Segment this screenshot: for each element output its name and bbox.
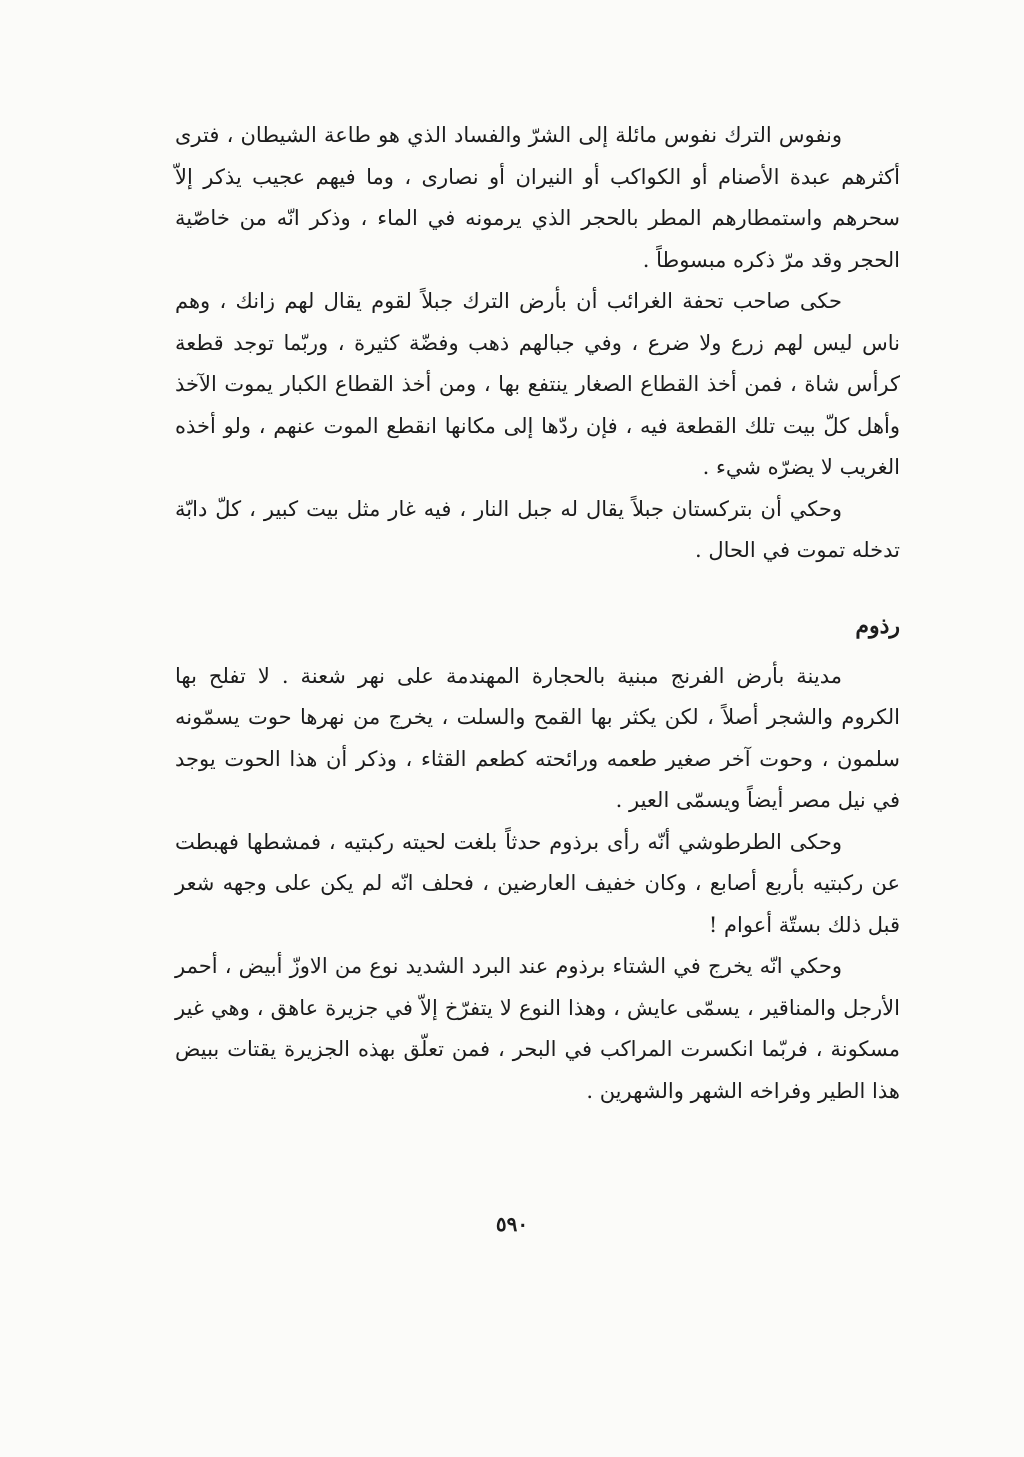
paragraph-zanak-mountain: حكى صاحب تحفة الغرائب أن بأرض الترك جبلاً لقوم يقال لهم زانك ، وهم ناس ليس لهم زرع ولا ضرع ، وفي جبالهم ذهب وفضّة كثيرة ، وربّما توجد قطعة كرأس شاة ، فمن أخذ القطاع الصغار ينتفع بها ، ومن أخذ القطاع الكبار يموت الآخذ وأهل كلّ بيت تلك القطعة فيه ، فإن ردّها إلى مكانها انقطع الموت عنهم ، ولو أخذه الغريب لا يضرّه شيء .: [175, 289, 900, 479]
paragraph-radhum-city: مدينة بأرض الفرنج مبنية بالحجارة المهندمة على نهر شعنة . لا تفلح بها الكروم والشجر أصلاً ، لكن يكثر بها القمح والسلت ، يخرج من نهرها حوت يسمّونه سلمون ، وحوت آخر صغير طعمه ورائحته كطعم القثاء ، وذكر أن هذا الحوت يوجد في نيل مصر أيضاً ويسمّى العير .: [175, 663, 900, 812]
section-heading-radhum: رذوم: [855, 612, 900, 639]
paragraph-turk-souls: ونفوس الترك نفوس مائلة إلى الشرّ والفساد الذي هو طاعة الشيطان ، فترى أكثرهم عبدة الأصنام أو الكواكب أو النيران أو نصارى ، وما فيهم عجيب يذكر إلاّ سحرهم واستمطارهم المطر بالحجر الذي يرمونه في الماء ، وذكر انّه من خاصّية الحجر وقد مرّ ذكره مبسوطاً .: [175, 123, 900, 272]
paragraph-tartushi-beard: وحكى الطرطوشي أنّه رأى برذوم حدثاً بلغت لحيته ركبتيه ، فمشطها فهبطت عن ركبتيه بأربع أصابع ، وكان خفيف العارضين ، فحلف انّه لم يكن على وجهه شعر قبل ذلك بستّة أعوام !: [175, 829, 900, 937]
paragraph-white-geese: وحكي انّه يخرج في الشتاء برذوم عند البرد الشديد نوع من الاوزّ أبيض ، أحمر الأرجل والمناقير ، يسمّى عايش ، وهذا النوع لا يتفرّخ إلاّ في جزيرة عاهق ، وهي غير مسكونة ، فربّما انكسرت المراكب في البحر ، فمن تعلّق بهذه الجزيرة يقتات ببيض هذا الطير وفراخه الشهر والشهرين .: [175, 954, 900, 1103]
paragraph-fire-mountain: وحكي أن بتركستان جبلاً يقال له جبل النار ، فيه غار مثل بيت كبير ، كلّ دابّة تدخله تموت في الحال .: [175, 496, 900, 562]
page-number: ٥٩٠: [495, 1212, 529, 1236]
page-body: [175, 115, 900, 1112]
